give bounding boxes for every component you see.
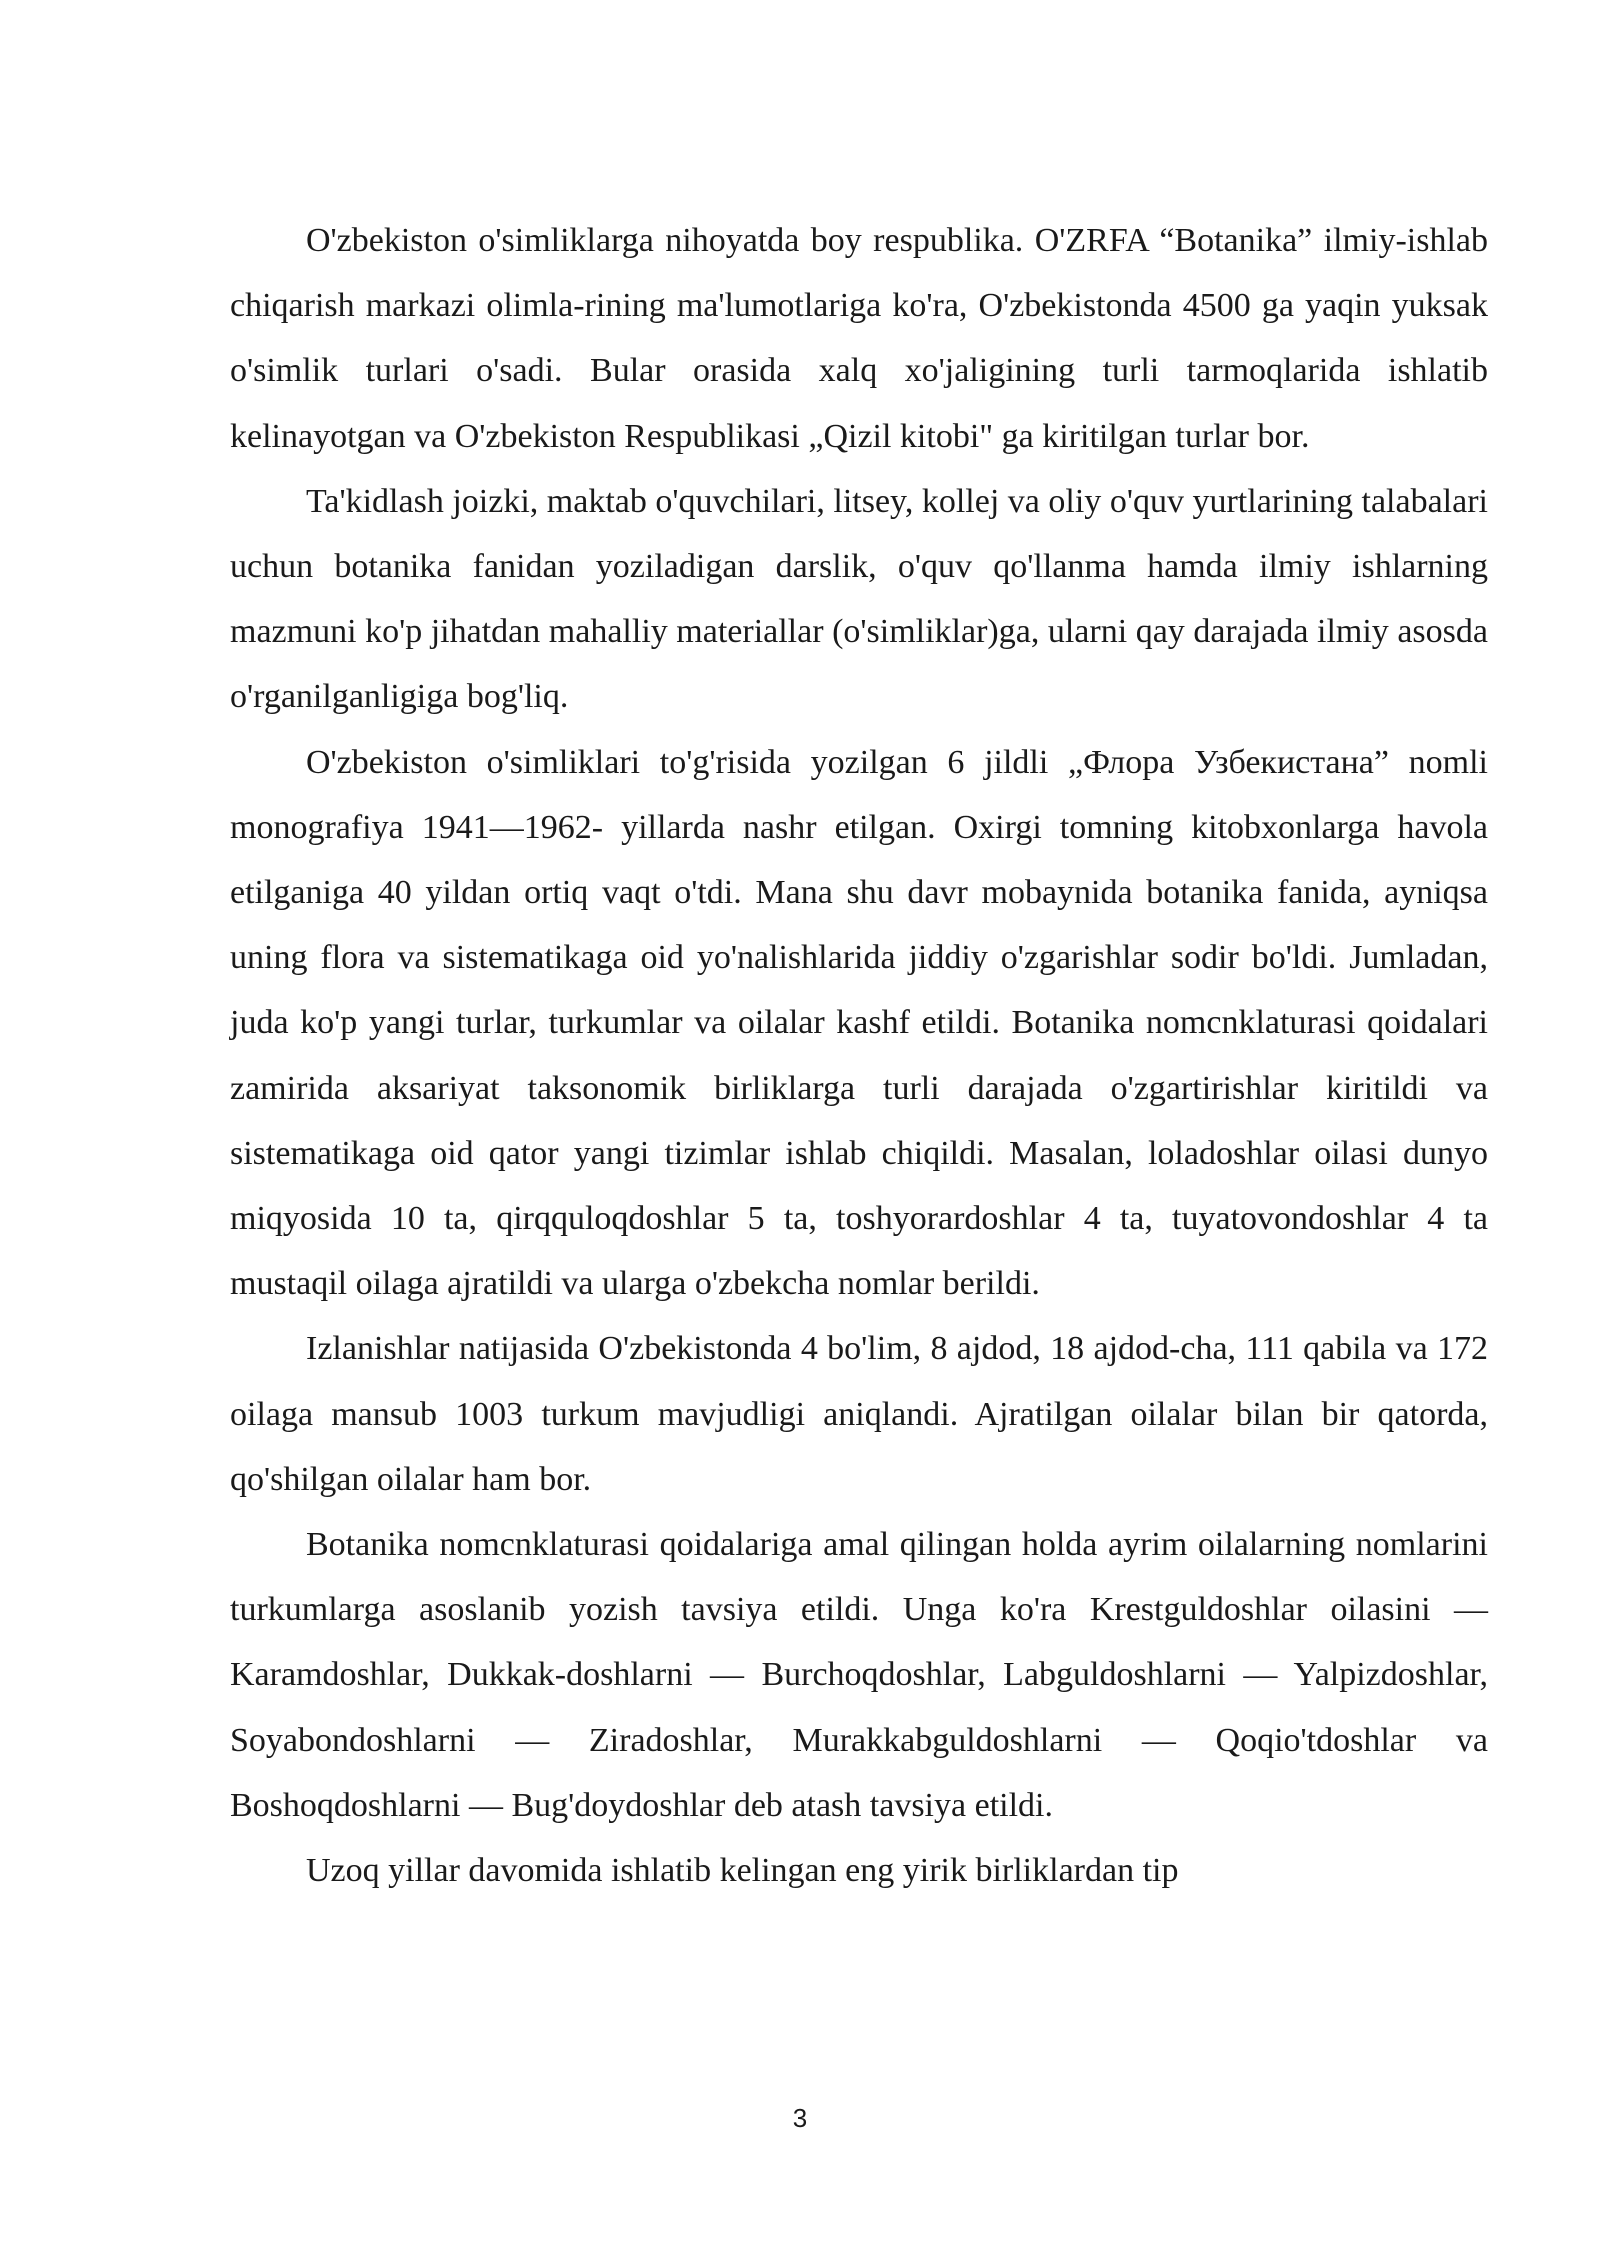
- paragraph-2: Ta'kidlash joizki, maktab o'quvchilari, litsey, kollej va oliy o'quv yurtlarining talabalari uchun botanika fanidan yoziladigan darslik, o'quv qo'llanma hamda ilmiy ishlarning mazmuni ko'p jihatdan mahalliy materiallar (o'simliklar)ga, ularni qay darajada ilmiy asosda o'rganilganligiga bog'liq.: [230, 482, 1488, 716]
- paragraph-5: Botanika nomcnklaturasi qoidalariga amal qilingan holda ayrim oilalarning nomlarini turkumlarga asoslanib yozish tavsiya etildi. Unga ko'ra Krestguldoshlar oilasini — Karamdoshlar, Dukkak-doshlarni — Burchoqdoshlar, Labguldoshlarni — Yalpizdoshlar, Soyabondoshlarni — Ziradoshlar, Murakkabguldoshlarni — Qoqio'tdoshlar va Boshoqdoshlarni — Bug'doydoshlar deb atash tavsiya etildi.: [230, 1526, 1488, 1824]
- paragraph-4: Izlanishlar natijasida O'zbekistonda 4 bo'lim, 8 ajdod, 18 ajdod-cha, 111 qabila va 172 oilaga mansub 1003 turkum mavjudligi aniqlandi. Ajratilgan oilalar bilan bir qatorda, qo'shilgan oilalar ham bor.: [230, 1330, 1488, 1498]
- paragraph-6: Uzoq yillar davomida ishlatib kelingan eng yirik birliklardan tip: [306, 1852, 1179, 1890]
- paragraph-1: O'zbekiston o'simliklarga nihoyatda boy respublika. O'ZRFA “Botanika” ilmiy-ishlab chiqarish markazi olimla-rining ma'lumotlariga ko'ra, O'zbekistonda 4500 ga yaqin yuksak o'simlik turlari o'sadi. Bular orasida xalq xo'jaligining turli tarmoqlarida ishlatib kelinayotgan va O'zbekiston Respublikasi „Qizil kitobi" ga kiritilgan turlar bor.: [230, 222, 1488, 455]
- text-body: [230, 208, 1488, 1903]
- paragraph-3: O'zbekiston o'simliklari to'g'risida yozilgan 6 jildli „Флора Узбекистана” nomli monografiya 1941—1962- yillarda nashr etilgan. Oxirgi tomning kitobxonlarga havola etilganiga 40 yildan ortiq vaqt o'tdi. Mana shu davr mobaynida botanika fanida, ayniqsa uning flora va sistematikaga oid yo'nalishlarida jiddiy o'zgarishlar sodir bo'ldi. Jumladan, juda ko'p yangi turlar, turkumlar va oilalar kashf etildi. Botanika nomcnklaturasi qoidalari zamirida aksariyat taksonomik birliklarga turli darajada o'zgartirishlar kiritildi va sistematikaga oid qator yangi tizimlar ishlab chiqildi. Masalan, loladoshlar oilasi dunyo miqyosida 10 ta, qirqquloqdoshlar 5 ta, toshyorardoshlar 4 ta, tuyatovondoshlar 4 ta mustaqil oilaga ajratildi va ularga o'zbekcha nomlar berildi.: [230, 743, 1488, 1303]
- page-number: 3: [792, 2103, 808, 2133]
